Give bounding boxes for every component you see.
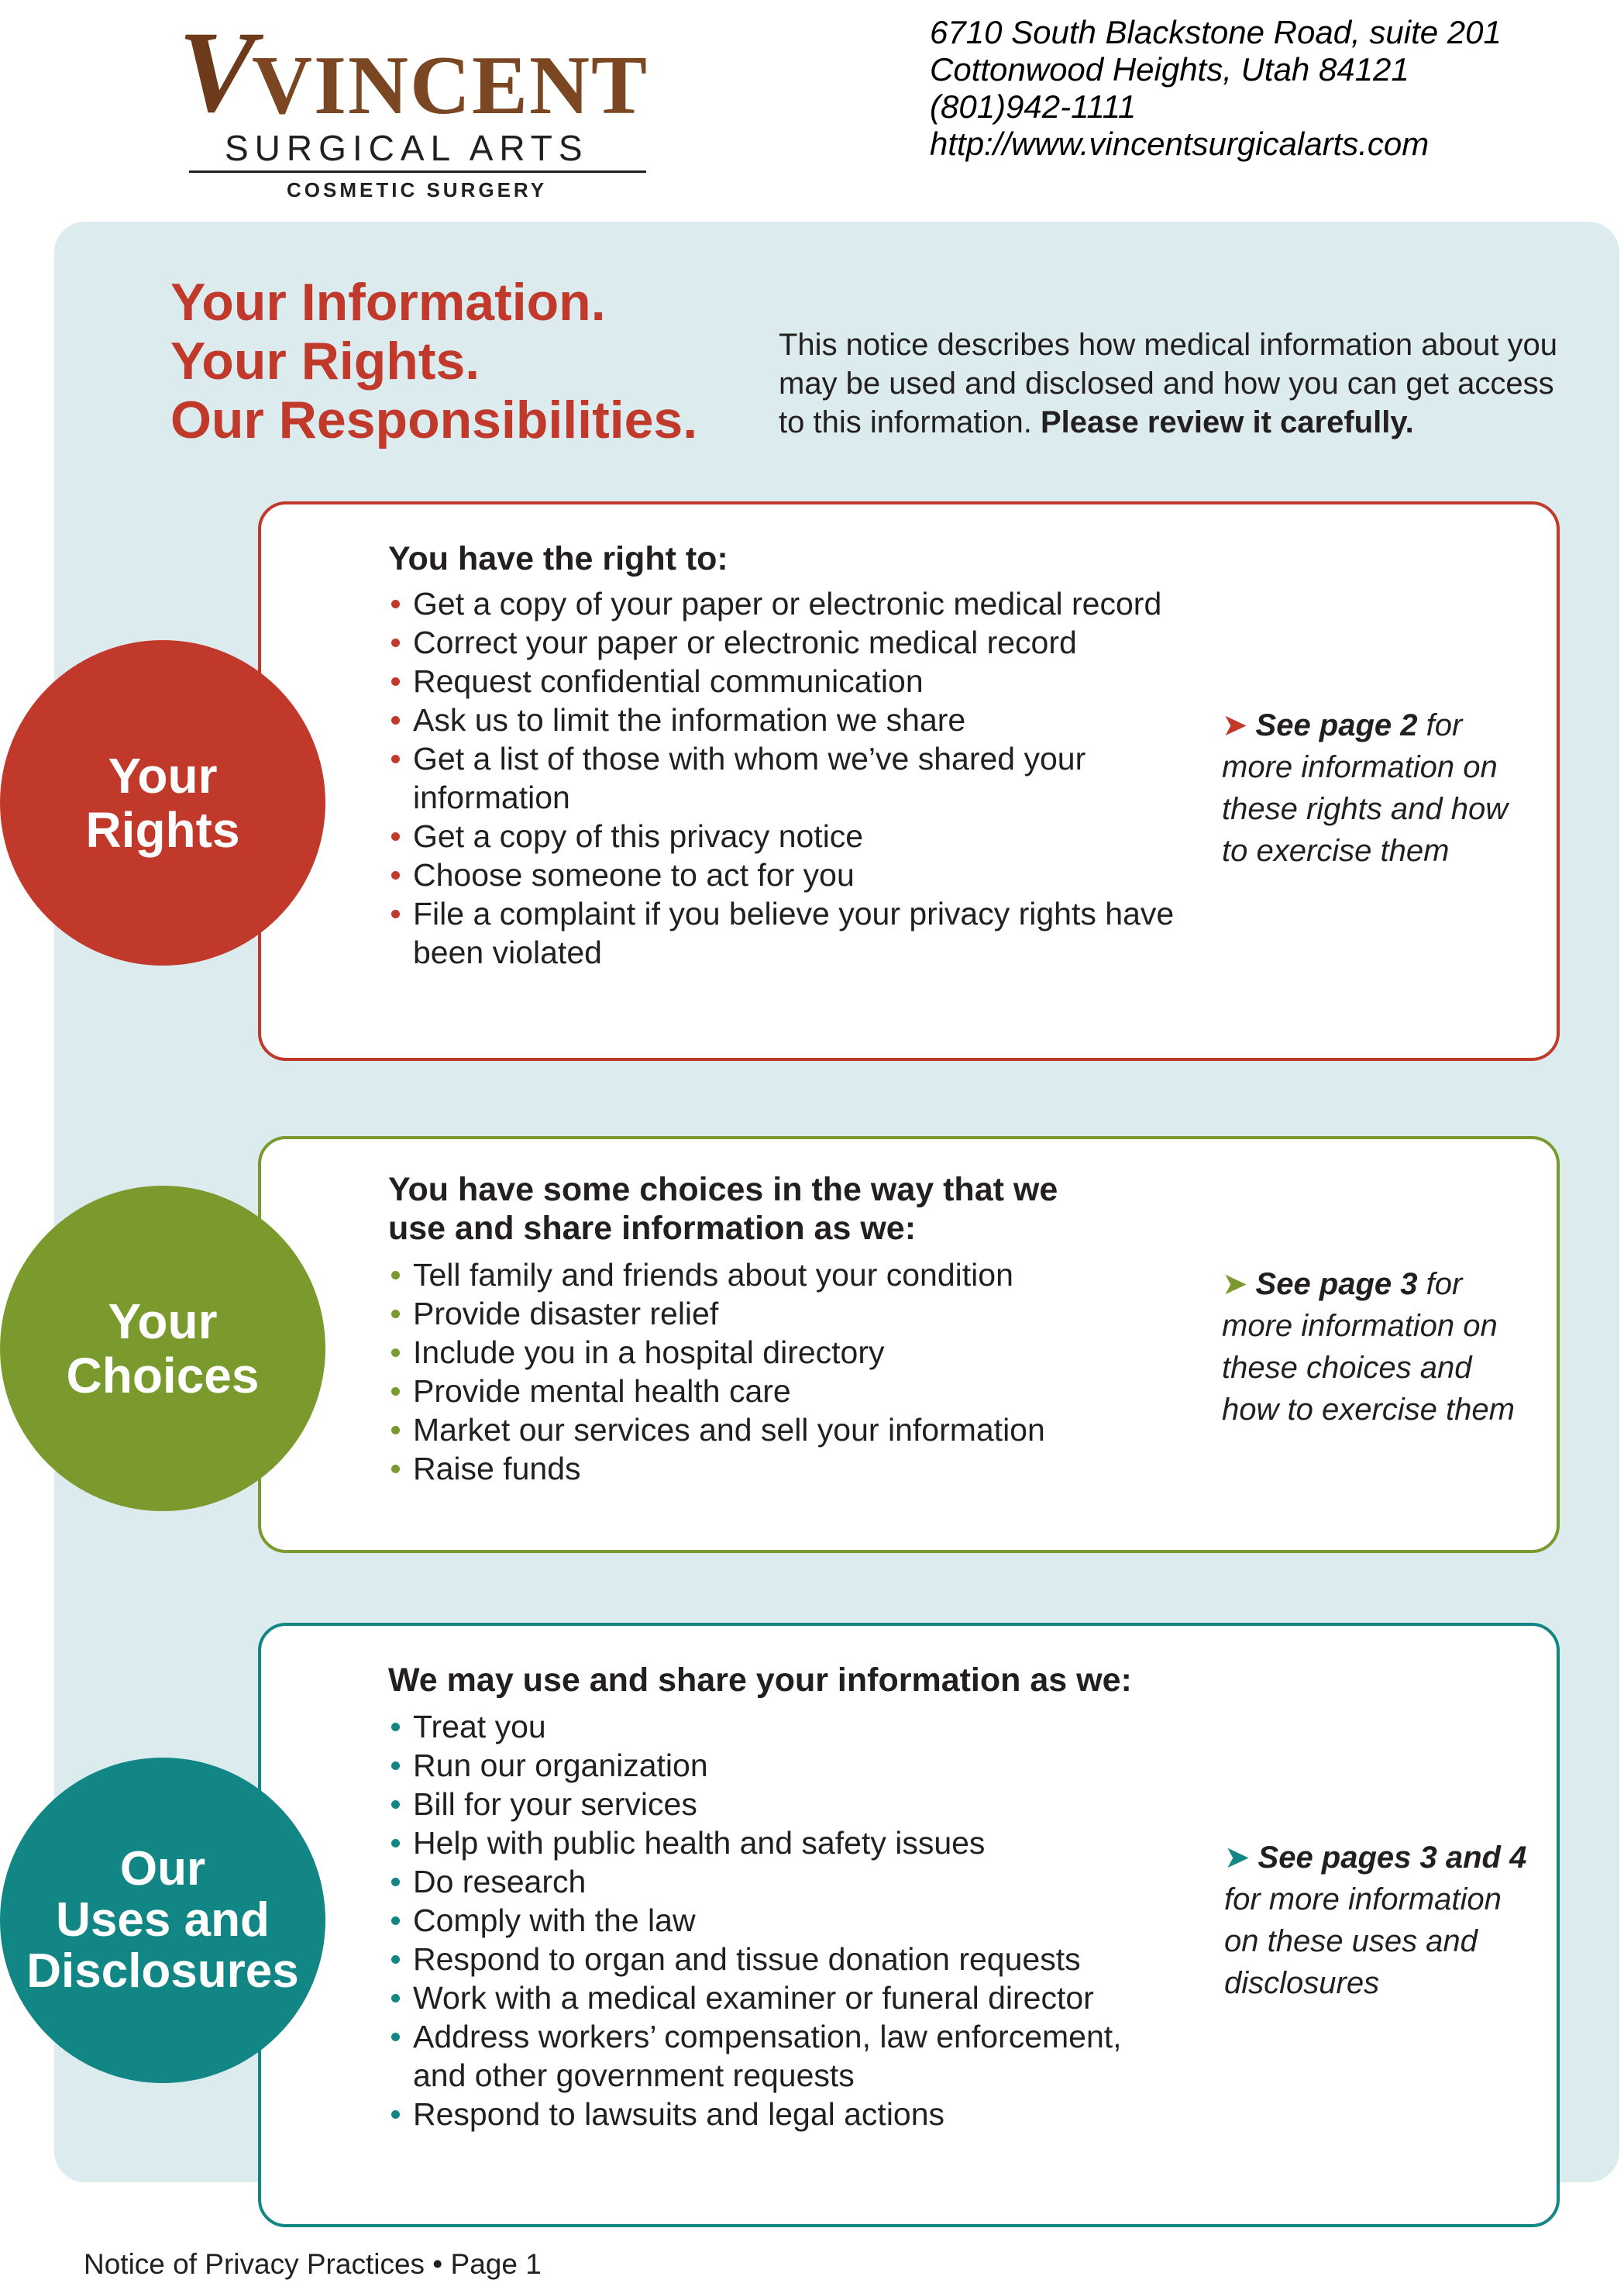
rights-see-bold: See page 2: [1255, 708, 1418, 742]
list-item: Ask us to limit the information we share: [388, 701, 1178, 739]
list-item: Bill for your services: [388, 1785, 1178, 1823]
logo-line2: COSMETIC SURGERY: [287, 178, 548, 201]
logo-divider: [189, 170, 646, 173]
page-title: [170, 273, 697, 449]
choices-see-page: [1222, 1263, 1532, 1431]
logo-line1: SURGICAL ARTS: [225, 128, 589, 168]
title-line-3: Our Responsibilities.: [170, 391, 698, 449]
arrow-right-icon: ➤: [1222, 1267, 1248, 1301]
list-item: Get a copy of your paper or electronic medical record: [388, 584, 1178, 623]
uses-see-page: [1224, 1837, 1534, 2004]
list-item: Run our organization: [388, 1746, 1178, 1785]
list-item: Work with a medical examiner or funeral director: [388, 1978, 1178, 2017]
list-item: Market our services and sell your information: [388, 1410, 1178, 1449]
rights-see-rest: for more information on these rights and how to exercise them: [1222, 708, 1509, 868]
intro-notice: [779, 325, 1577, 442]
list-item: Correct your paper or electronic medical record: [388, 623, 1178, 662]
list-item: Provide mental health care: [388, 1372, 1178, 1410]
uses-circle-line-1: Our: [119, 1842, 206, 1896]
page-footer: Notice of Privacy Practices • Page 1: [84, 2248, 542, 2280]
list-item: Respond to organ and tissue donation requests: [388, 1940, 1178, 1978]
rights-circle: [0, 640, 325, 966]
arrow-right-icon: ➤: [1224, 1841, 1251, 1875]
list-item: Request confidential communication: [388, 662, 1178, 701]
rights-circle-line-1: Your: [108, 748, 218, 804]
logo-brand: VINCENT: [252, 40, 649, 132]
uses-circle: [0, 1758, 325, 2083]
address-city: Cottonwood Heights, Utah 84121: [930, 51, 1409, 88]
address-block: [930, 14, 1502, 163]
list-item: Include you in a hospital directory: [388, 1333, 1178, 1372]
uses-see-bold: See pages 3 and 4: [1258, 1841, 1527, 1875]
list-item: Treat you: [388, 1707, 1178, 1746]
uses-see-rest: for more information on these uses and disclosures: [1224, 1882, 1502, 2000]
choices-heading: You have some choices in the way that we use and share information as we:: [388, 1171, 1058, 1247]
address-street: 6710 South Blackstone Road, suite 201: [930, 14, 1502, 50]
uses-list: [388, 1707, 1178, 2133]
list-item: Do research: [388, 1862, 1178, 1901]
rights-box: [258, 501, 1560, 1061]
choices-see-rest: for more information on these choices and how to exercise them: [1222, 1267, 1515, 1427]
uses-circle-line-3: Disclosures: [26, 1944, 299, 1998]
choices-box: [258, 1136, 1560, 1553]
choices-see-bold: See page 3: [1255, 1267, 1418, 1301]
uses-heading: We may use and share your information as we:: [388, 1662, 1132, 1699]
choices-circle: [0, 1186, 325, 1511]
list-item: Comply with the law: [388, 1901, 1178, 1940]
rights-list: [388, 584, 1178, 972]
list-item: Help with public health and safety issues: [388, 1823, 1178, 1862]
rights-circle-line-2: Rights: [85, 802, 240, 858]
intro-emphasis: Please review it carefully.: [1040, 405, 1414, 439]
list-item: File a complaint if you believe your privacy rights have been violated: [388, 894, 1178, 972]
address-website-link[interactable]: http://www.vincentsurgicalarts.com: [930, 126, 1430, 162]
choices-list: [388, 1255, 1178, 1488]
address-phone: (801)942-1111: [930, 88, 1137, 125]
list-item: Provide disaster relief: [388, 1294, 1178, 1333]
uses-circle-line-2: Uses and: [56, 1893, 270, 1947]
uses-box: [258, 1623, 1560, 2227]
list-item: Get a copy of this privacy notice: [388, 817, 1178, 856]
rights-see-page: [1222, 704, 1532, 872]
logo: [178, 8, 659, 201]
choices-circle-line-1: Your: [108, 1293, 218, 1349]
list-item: Address workers’ compensation, law enforcement, and other government requests: [388, 2017, 1178, 2095]
intro-text: This notice describes how medical information about you may be used and disclosed and how you can get access to this information.: [779, 328, 1557, 439]
list-item: Respond to lawsuits and legal actions: [388, 2095, 1178, 2133]
logo-monogram: V: [178, 8, 256, 136]
list-item: Tell family and friends about your condition: [388, 1255, 1178, 1294]
list-item: Get a list of those with whom we’ve shared your information: [388, 739, 1178, 817]
title-line-2: Your Rights.: [170, 332, 480, 391]
title-line-1: Your Information.: [170, 273, 606, 332]
list-item: Choose someone to act for you: [388, 856, 1178, 894]
arrow-right-icon: ➤: [1222, 708, 1248, 742]
rights-heading: You have the right to:: [388, 540, 728, 577]
choices-circle-line-2: Choices: [66, 1348, 260, 1403]
list-item: Raise funds: [388, 1449, 1178, 1488]
